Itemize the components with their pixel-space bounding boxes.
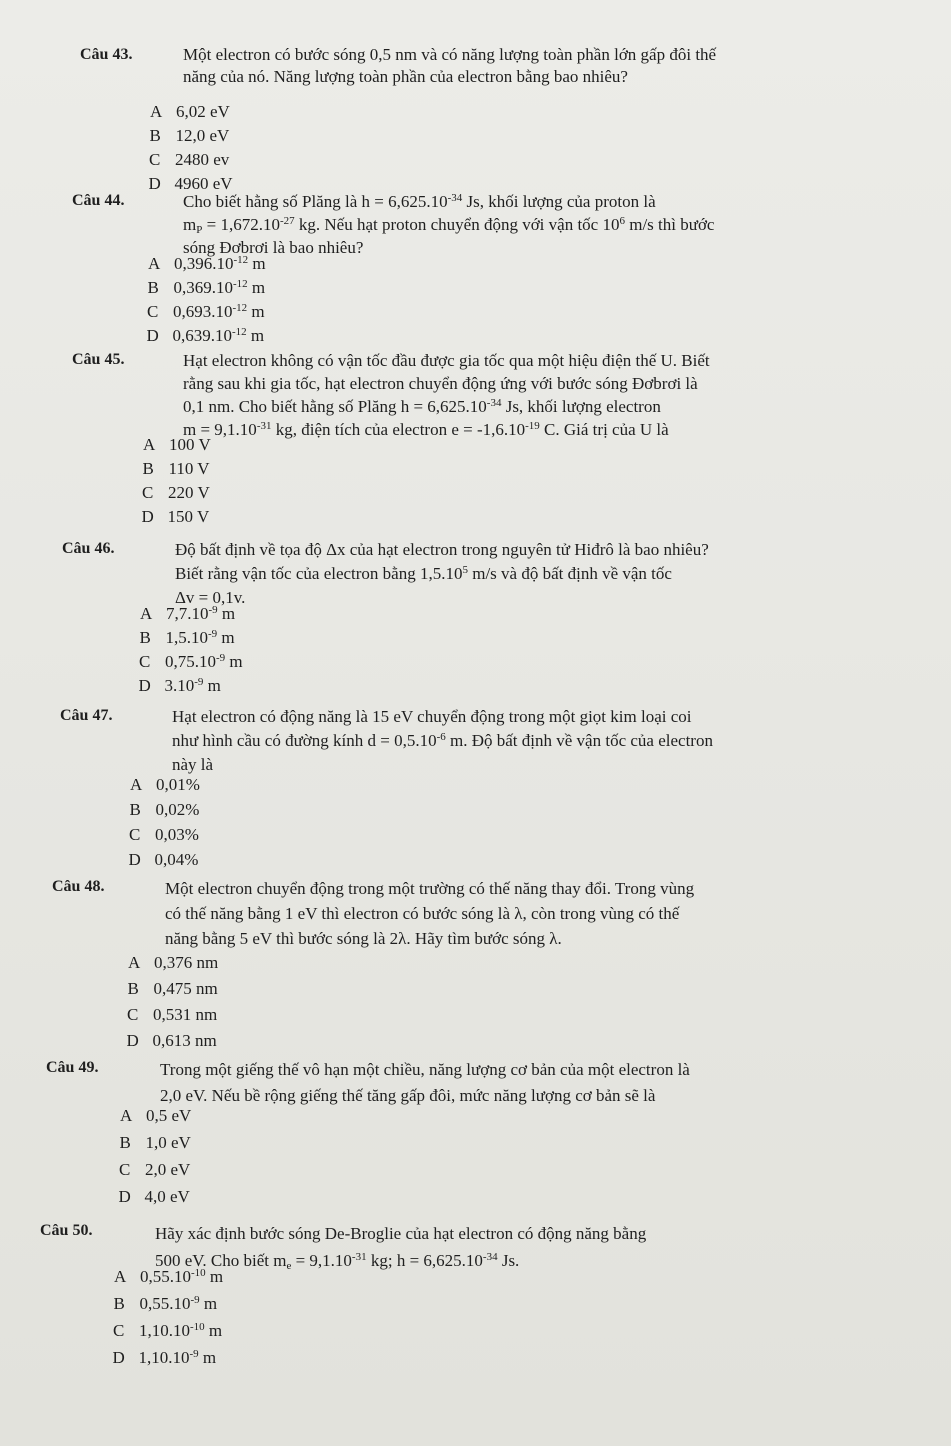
- question-text: [183, 349, 710, 441]
- option-text: $0,396.10^{-12}$ m: [174, 254, 266, 273]
- option-letter: A: [150, 102, 163, 121]
- answer-option-a: [120, 1106, 191, 1130]
- option-text: 12,0 eV: [175, 126, 230, 145]
- answer-option-c: [149, 150, 229, 174]
- answer-option-b: [114, 1294, 218, 1318]
- answer-option-a: [140, 604, 235, 628]
- question-text: [183, 44, 716, 88]
- question-number: Câu 43.: [80, 46, 133, 63]
- answer-option-c: [142, 483, 210, 507]
- option-text: $0,55.10^{-10}$ m: [140, 1267, 224, 1286]
- option-text: $0,369.10^{-12}$ m: [173, 278, 266, 297]
- question-line: như hình cầu có đường kính $d = 0,5.10^{-6}$ m. Độ bất định về vận tốc của electron: [172, 731, 713, 750]
- question-line: Hạt electron không có vận tốc đầu được gia tốc qua một hiệu điện thế U. Biết: [183, 351, 710, 370]
- answer-option-c: [129, 825, 199, 849]
- option-letter: A: [114, 1267, 127, 1286]
- option-text: $7,7.10^{-9}$ m: [166, 604, 236, 623]
- option-letter: A: [130, 775, 143, 794]
- option-letter: B: [142, 459, 154, 478]
- option-letter: C: [127, 1005, 139, 1024]
- question-number: Câu 49.: [46, 1059, 99, 1076]
- option-letter: B: [119, 1133, 131, 1152]
- question-number: Câu 46.: [62, 540, 115, 557]
- answer-option-c: [139, 652, 243, 676]
- option-text: 0,5 eV: [146, 1106, 192, 1125]
- answer-option-a: [150, 102, 230, 126]
- option-text: 0,02%: [155, 800, 200, 819]
- option-text: 0,613 nm: [152, 1031, 217, 1050]
- answer-option-d: [139, 676, 221, 700]
- answer-option-d: [119, 1187, 190, 1211]
- answer-option-d: [129, 850, 199, 874]
- option-text: 220 V: [168, 483, 210, 502]
- option-letter: D: [126, 1031, 139, 1050]
- option-letter: C: [149, 150, 161, 169]
- answer-option-b: [120, 1133, 191, 1157]
- question-text: [172, 705, 713, 777]
- answer-option-d: [147, 326, 265, 350]
- answer-option-b: [148, 278, 266, 302]
- question-line: Δv = 0,1v.: [175, 588, 246, 607]
- question-line: năng của nó. Năng lượng toàn phần của electron bằng bao nhiêu?: [183, 67, 628, 86]
- answer-option-c: [119, 1160, 190, 1184]
- question-text: [155, 1220, 646, 1274]
- option-letter: C: [129, 825, 141, 844]
- question-line: $m_P = 1,672.10^{-27}$ kg. Nếu hạt proton chuyển động với vận tốc $10^6$ m/s thì bước: [183, 215, 715, 236]
- question-line: năng bằng 5 eV thì bước sóng là 2λ. Hãy tìm bước sóng λ.: [165, 929, 562, 948]
- option-letter: B: [139, 628, 151, 647]
- question-line: Cho biết hằng số Plăng là $h = 6,625.10^{-34}$ Js, khối lượng của proton là: [183, 192, 656, 211]
- option-letter: D: [118, 1187, 131, 1206]
- answer-option-d: [127, 1031, 217, 1055]
- question-line: Hãy xác định bước sóng De-Broglie của hạt electron có động năng bằng: [155, 1224, 647, 1243]
- question-text: [160, 1057, 690, 1109]
- option-text: 100 V: [169, 435, 211, 454]
- option-letter: D: [141, 507, 154, 526]
- option-letter: D: [112, 1348, 125, 1367]
- answer-option-b: [143, 459, 210, 483]
- option-text: 0,531 nm: [153, 1005, 218, 1024]
- question-number: Câu 47.: [60, 707, 113, 724]
- question-line: này là: [172, 755, 214, 774]
- question-text: [175, 538, 709, 610]
- option-letter: C: [119, 1160, 131, 1179]
- option-text: $0,75.10^{-9}$ m: [165, 652, 243, 671]
- option-text: $1,10.10^{-10}$ m: [139, 1321, 223, 1340]
- answer-option-c: [127, 1005, 217, 1029]
- question-line: sóng Đơbrơi là bao nhiêu?: [183, 238, 364, 257]
- question-line: Trong một giếng thế vô hạn một chiều, năng lượng cơ bản của một electron là: [160, 1060, 690, 1079]
- option-text: $3.10^{-9}$ m: [164, 676, 221, 695]
- option-text: $0,693.10^{-12}$ m: [173, 302, 265, 321]
- option-text: 2480 ev: [175, 150, 230, 169]
- option-text: $1,10.10^{-9}$ m: [138, 1348, 217, 1367]
- answer-option-c: [147, 302, 265, 326]
- option-letter: B: [149, 126, 161, 145]
- option-text: $0,639.10^{-12}$ m: [172, 326, 265, 345]
- option-letter: D: [146, 326, 159, 345]
- answer-option-a: [128, 953, 218, 977]
- option-letter: D: [138, 676, 151, 695]
- option-letter: B: [129, 800, 141, 819]
- answer-option-b: [140, 628, 235, 652]
- question-line: 500 eV. Cho biết $m_e = 9,1.10^{-31}$ kg; $h = 6,625.10^{-34}$ Js.: [155, 1251, 520, 1272]
- option-letter: A: [120, 1106, 133, 1125]
- answer-option-b: [150, 126, 230, 150]
- option-letter: C: [139, 652, 151, 671]
- option-text: 4960 eV: [174, 174, 233, 193]
- question-line: có thế năng bằng 1 eV thì electron có bước sóng là λ, còn trong vùng có thế: [165, 904, 680, 923]
- option-text: 4,0 eV: [144, 1187, 190, 1206]
- question-number: Câu 44.: [72, 192, 125, 209]
- option-letter: A: [148, 254, 161, 273]
- answer-option-b: [128, 979, 218, 1003]
- option-letter: B: [147, 278, 159, 297]
- question-number: Câu 48.: [52, 878, 105, 895]
- question-line: Độ bất định về tọa độ Δx của hạt electron trong nguyên tử Hiđrô là bao nhiêu?: [175, 540, 709, 559]
- question-line: 2,0 eV. Nếu bề rộng giếng thế tăng gấp đôi, mức năng lượng cơ bản sẽ là: [160, 1086, 656, 1105]
- question-number: Câu 45.: [72, 351, 125, 368]
- option-text: 0,01%: [156, 775, 200, 794]
- option-letter: D: [128, 850, 141, 869]
- question-text: [183, 190, 714, 259]
- answer-option-b: [130, 800, 200, 824]
- option-letter: C: [142, 483, 154, 502]
- option-letter: A: [128, 953, 141, 972]
- option-text: 0,376 nm: [154, 953, 219, 972]
- answer-option-a: [114, 1267, 223, 1291]
- option-text: 0,03%: [155, 825, 199, 844]
- answer-option-a: [143, 435, 211, 459]
- option-letter: D: [148, 174, 161, 193]
- question-line: 0,1 nm. Cho biết hằng số Plăng $h = 6,625.10^{-34}$ Js, khối lượng electron: [183, 397, 661, 416]
- option-text: 2,0 eV: [145, 1160, 191, 1179]
- answer-option-a: [148, 254, 266, 278]
- option-text: 150 V: [167, 507, 210, 526]
- answer-option-a: [130, 775, 200, 799]
- option-text: 0,475 nm: [153, 979, 218, 998]
- answer-option-d: [142, 507, 210, 531]
- question-line: $m = 9,1.10^{-31}$ kg, điện tích của electron $e = -1,6.10^{-19}$ C. Giá trị của U là: [183, 420, 669, 439]
- option-text: $0,55.10^{-9}$ m: [139, 1294, 218, 1313]
- answer-option-c: [113, 1321, 222, 1345]
- question-line: Một electron có bước sóng 0,5 nm và có năng lượng toàn phần lớn gấp đôi thế: [183, 45, 717, 64]
- question-line: rằng sau khi gia tốc, hạt electron chuyển động ứng với bước sóng Đơbrơi là: [183, 374, 698, 393]
- option-letter: C: [147, 302, 159, 321]
- option-text: 6,02 eV: [176, 102, 230, 121]
- option-letter: B: [127, 979, 139, 998]
- option-text: 0,04%: [154, 850, 199, 869]
- question-line: Một electron chuyển động trong một trường có thế năng thay đổi. Trong vùng: [165, 879, 695, 898]
- question-number: Câu 50.: [40, 1222, 93, 1239]
- answer-option-d: [113, 1348, 217, 1372]
- option-text: $1,5.10^{-9}$ m: [165, 628, 235, 647]
- option-letter: C: [113, 1321, 125, 1340]
- option-letter: B: [113, 1294, 125, 1313]
- option-text: 1,0 eV: [145, 1133, 191, 1152]
- option-letter: A: [143, 435, 156, 454]
- option-letter: A: [140, 604, 153, 623]
- option-text: 110 V: [168, 459, 210, 478]
- question-text: [165, 876, 694, 951]
- question-line: Biết rằng vận tốc của electron bằng 1,5.10$^5$ m/s và độ bất định về vận tốc: [175, 564, 672, 583]
- question-line: Hạt electron có động năng là 15 eV chuyển động trong một giọt kim loại coi: [172, 707, 692, 726]
